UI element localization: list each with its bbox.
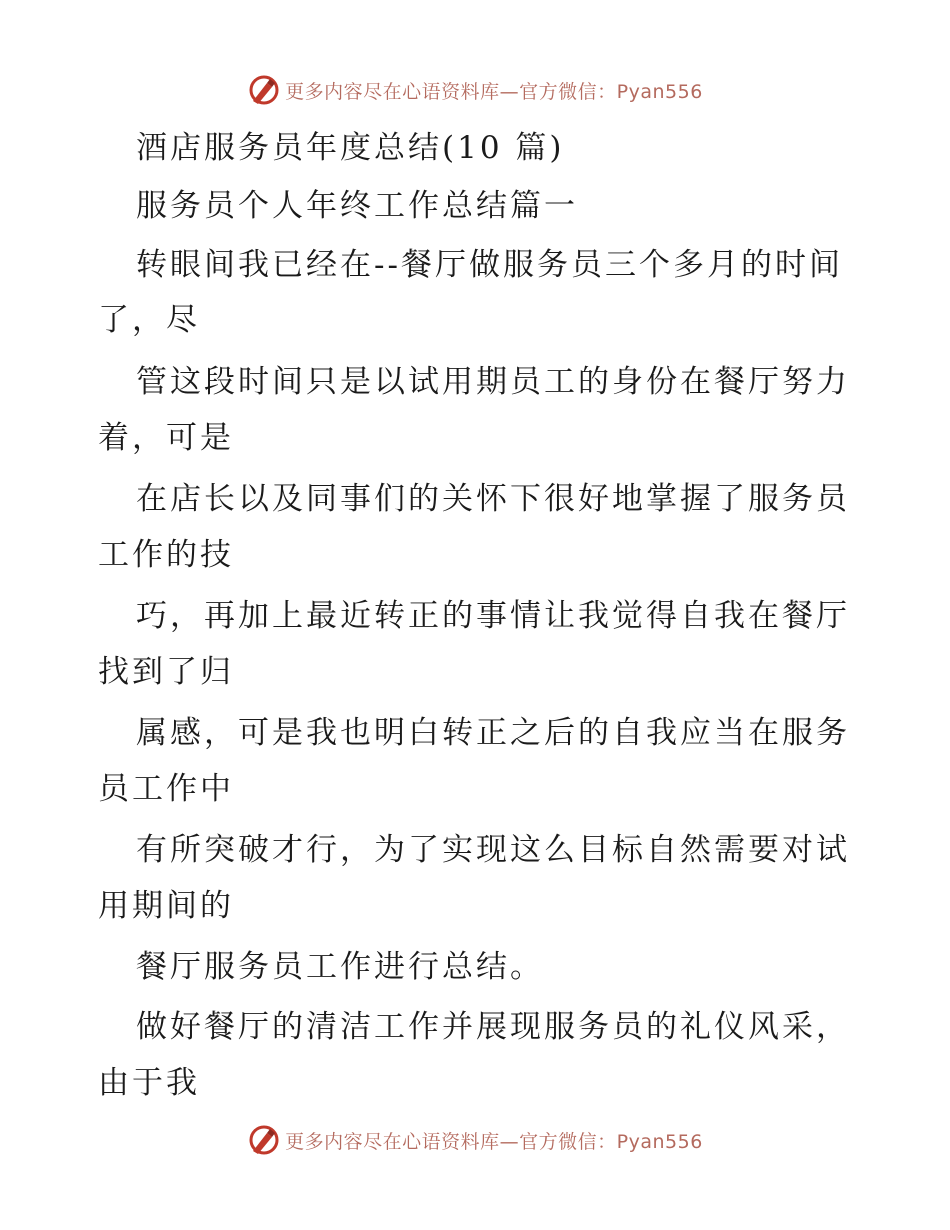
red-pen-circle-logo-icon (247, 1123, 281, 1157)
footer-banner (0, 1120, 950, 1160)
paragraph-line: 属感，可是我也明白转正之后的自我应当在服务 (136, 715, 850, 751)
header-banner (0, 70, 950, 110)
paragraph-line: 了，尽 (98, 302, 200, 338)
paragraph-line: 员工作中 (98, 771, 234, 807)
header-promo-text: 更多内容尽在心语资料库—官方微信：Pyan556 (285, 80, 703, 103)
paragraph-line: 用期间的 (98, 888, 234, 924)
paragraph-line: 在店长以及同事们的关怀下很好地掌握了服务员 (136, 481, 850, 517)
paragraph-line: 由于我 (98, 1065, 200, 1101)
paragraph-line: 着，可是 (98, 420, 234, 456)
paragraph-line: 转眼间我已经在--餐厅做服务员三个多月的时间 (136, 247, 843, 283)
paragraph-line: 管这段时间只是以试用期员工的身份在餐厅努力 (136, 364, 850, 400)
paragraph-line: 有所突破才行，为了实现这么目标自然需要对试 (136, 832, 850, 868)
red-pen-circle-logo-icon (247, 73, 281, 107)
document-title: 酒店服务员年度总结(10 篇) (136, 130, 565, 166)
paragraph-line: 找到了归 (98, 654, 234, 690)
paragraph-line: 工作的技 (98, 537, 234, 573)
paragraph-line: 餐厅服务员工作进行总结。 (136, 949, 544, 985)
paragraph-line: 巧，再加上最近转正的事情让我觉得自我在餐厅 (136, 598, 850, 634)
document-subtitle: 服务员个人年终工作总结篇一 (136, 188, 578, 224)
footer-promo-text: 更多内容尽在心语资料库—官方微信：Pyan556 (285, 1130, 703, 1153)
paragraph-line: 做好餐厅的清洁工作并展现服务员的礼仪风采， (136, 1009, 850, 1045)
